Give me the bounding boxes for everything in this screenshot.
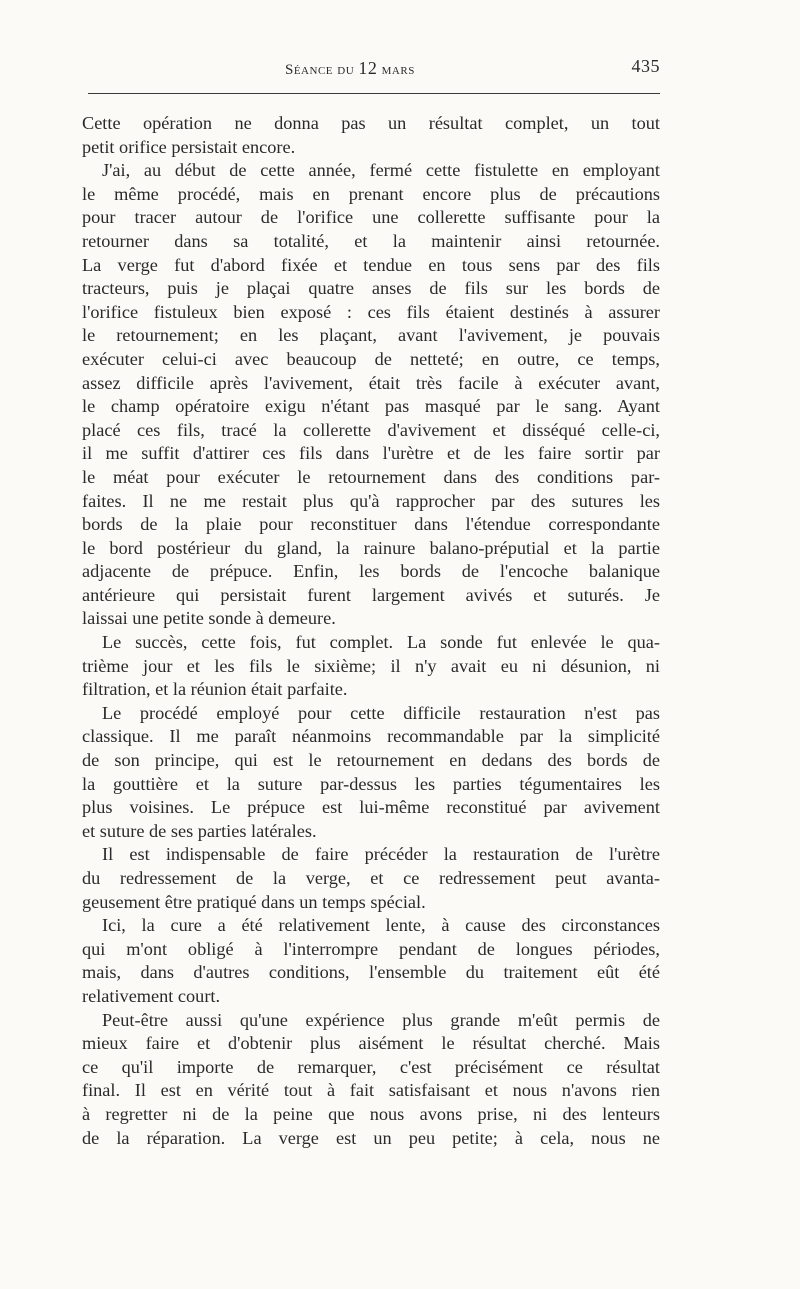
text-line: exécuter celui-ci avec beaucoup de netteté; en outre, ce temps,: [82, 348, 660, 369]
text-line: faites. Il ne me restait plus qu'à rapprocher par des sutures les: [82, 490, 660, 511]
running-title: Séance du 12 mars: [285, 58, 415, 78]
text-line: il me suffit d'attirer ces fils dans l'urètre et de les faire sortir par: [82, 443, 660, 464]
text-line: le retournement; en les plaçant, avant l'avivement, je pouvais: [82, 325, 660, 346]
text-line: petit orifice persistait encore.: [82, 136, 296, 157]
text-line: retourner dans sa totalité, et la maintenir ainsi retournée.: [82, 230, 660, 251]
text-line: Il est indispensable de faire précéder la restauration de l'urètre: [102, 844, 660, 865]
text-line: placé ces fils, tracé la collerette d'avivement et disséqué celle-ci,: [82, 419, 660, 440]
text-line: l'orifice fistuleux bien exposé : ces fils étaient destinés à assurer: [82, 301, 660, 322]
text-line: bords de la plaie pour reconstituer dans l'étendue correspondante: [82, 514, 660, 535]
text-line: J'ai, au début de cette année, fermé cette fistulette en employant: [102, 160, 660, 181]
book-page: [80, 0, 660, 1289]
text-line: Cette opération ne donna pas un résultat complet, un tout: [82, 113, 660, 133]
text-line: relativement court.: [82, 985, 221, 1006]
header-rule: [88, 93, 660, 94]
text-line: Peut-être aussi qu'une expérience plus grande m'eût permis de: [102, 1009, 660, 1030]
text-line: de son principe, qui est le retournement en dedans des bords de: [82, 750, 660, 771]
text-line: et suture de ses parties latérales.: [82, 820, 317, 841]
text-line: le même procédé, mais en prenant encore plus de précautions: [82, 183, 660, 204]
text-line: ce qu'il importe de remarquer, c'est précisément ce résultat: [82, 1056, 660, 1077]
text-line: adjacente de prépuce. Enfin, les bords de l'encoche balanique: [82, 561, 660, 582]
body-text: [82, 112, 660, 1150]
text-line: filtration, et la réunion était parfaite.: [82, 679, 348, 700]
text-line: La verge fut d'abord fixée et tendue en tous sens par des fils: [82, 254, 660, 275]
text-line: classique. Il me paraît néanmoins recommandable par la simplicité: [82, 726, 660, 747]
text-line: geusement être pratiqué dans un temps spécial.: [82, 891, 426, 912]
text-line: pour tracer autour de l'orifice une collerette suffisante pour la: [82, 207, 660, 228]
text-line: Le procédé employé pour cette difficile restauration n'est pas: [102, 702, 660, 723]
text-line: de la réparation. La verge est un peu petite; à cela, nous ne: [82, 1127, 660, 1148]
page-number: 435: [631, 56, 660, 76]
text-line: le champ opératoire exigu n'étant pas masqué par le sang. Ayant: [82, 396, 660, 417]
text-line: le bord postérieur du gland, la rainure balano-préputial et la partie: [82, 537, 660, 558]
text-line: antérieure qui persistait furent largement avivés et suturés. Je: [82, 584, 660, 605]
text-line: à regretter ni de la peine que nous avons prise, ni des lenteurs: [82, 1103, 660, 1124]
text-line: mieux faire et d'obtenir plus aisément le résultat cherché. Mais: [82, 1033, 660, 1054]
text-line: le méat pour exécuter le retournement dans des conditions par-: [82, 466, 660, 487]
page-header: [80, 56, 660, 80]
text-line: trième jour et les fils le sixième; il n'y avait eu ni désunion, ni: [82, 655, 660, 676]
text-line: Ici, la cure a été relativement lente, à cause des circonstances: [102, 915, 660, 936]
text-line: qui m'ont obligé à l'interrompre pendant de longues périodes,: [82, 938, 660, 959]
text-line: mais, dans d'autres conditions, l'ensemble du traitement eût été: [82, 962, 660, 983]
text-line: final. Il est en vérité tout à fait satisfaisant et nous n'avons rien: [82, 1080, 660, 1101]
text-line: la gouttière et la suture par-dessus les parties tégumentaires les: [82, 773, 660, 794]
text-line: assez difficile après l'avivement, était très facile à exécuter avant,: [82, 372, 660, 393]
text-line: laissai une petite sonde à demeure.: [82, 608, 336, 629]
text-line: plus voisines. Le prépuce est lui-même reconstitué par avivement: [82, 797, 660, 818]
text-line: du redressement de la verge, et ce redressement peut avanta-: [82, 868, 660, 888]
text-line: Le succès, cette fois, fut complet. La sonde fut enlevée le qua-: [102, 632, 660, 653]
text-line: tracteurs, puis je plaçai quatre anses de fils sur les bords de: [82, 278, 660, 299]
